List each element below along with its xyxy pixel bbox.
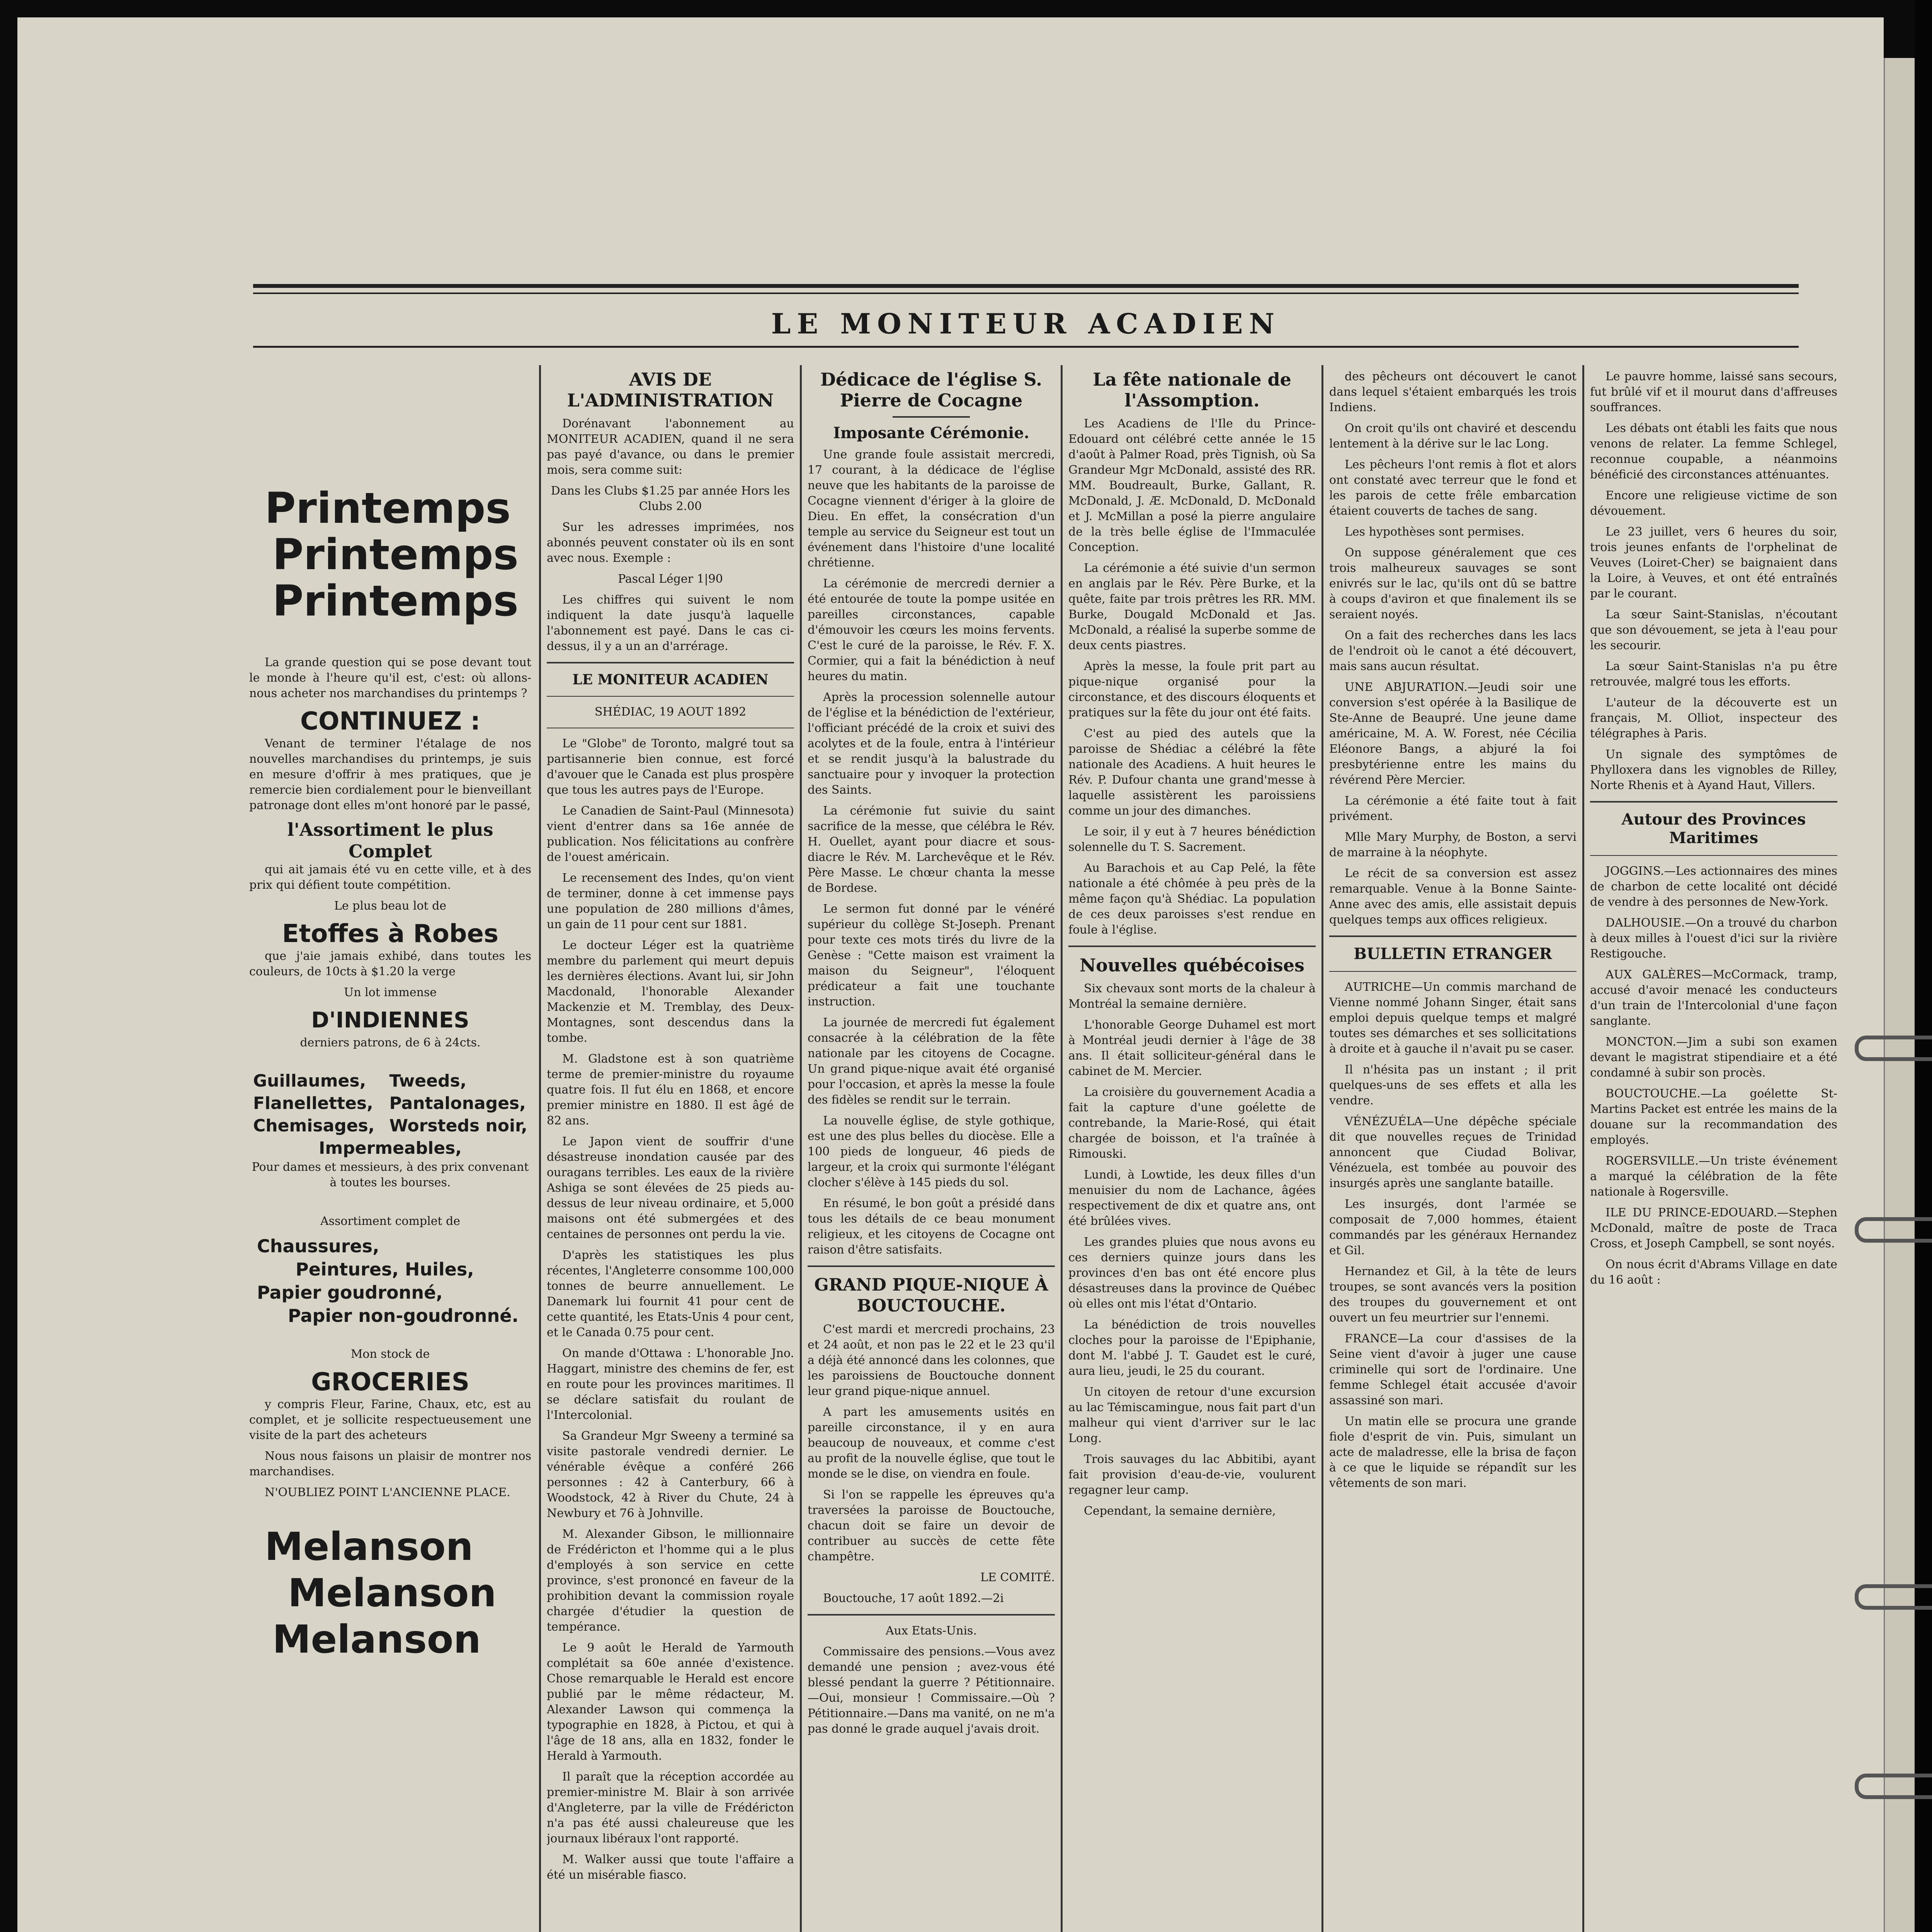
- avis-rates: Dans les Clubs $1.25 par année Hors les Clubs 2.00: [551, 484, 790, 513]
- dedicace-subtitle: Imposante Cérémonie.: [833, 424, 1029, 442]
- picnic-p3: Si l'on se rappelle les épreuves qu'a traversées la paroisse de Bouctouche, chacun doit se faire un devoir de contribuer au succès de cette fête champêtre.: [808, 1488, 1055, 1563]
- rule: [1068, 946, 1316, 947]
- editorial-p9: Sa Grandeur Mgr Sweeny a terminé sa visite pastorale vendredi dernier. Le vénérable évêque a conféré 266 personnes : 42 à Canterbury, 66 à Woodstock, 42 à River du Chute, 24 à Newbury et 76 à Johnville.: [547, 1429, 794, 1520]
- dateline: SHÉDIAC, 19 AOUT 1892: [594, 705, 747, 719]
- apm-p1: JOGGINS.—Les actionnaires des mines de charbon de cette localité ont décidé de vendre à des personnes de New-York.: [1590, 864, 1837, 909]
- ad-groceries-note: y compris Fleur, Farine, Chaux, etc, est au complet, et je sollicite respectueusement une visite de la part des acheteurs: [249, 1398, 531, 1442]
- column-provinces: [1590, 369, 1837, 1932]
- bulletin-title: BULLETIN ETRANGER: [1354, 945, 1552, 963]
- masthead: [253, 284, 1799, 352]
- aux-title: Aux Etats-Unis.: [885, 1624, 977, 1638]
- editorial-p7: D'après les statistiques les plus récentes, l'Angleterre consomme 100,000 tonnes de beurre annuellement. Le Danemark lui fournit 41 pour cent de cette quantité, les Etats-Unis 4 pour cent, et le Canada 0.75 pour cent.: [547, 1248, 794, 1339]
- apm-p3: AUX GALÈRES—McCormack, tramp, accusé d'avoir menacé les conducteurs d'un train de l'Intercolonial d'une façon sanglante.: [1590, 968, 1837, 1028]
- picnic-place-date: Bouctouche, 17 août 1892.—2i: [823, 1592, 1004, 1605]
- printemps-2: Printemps: [272, 530, 519, 579]
- rule: [547, 662, 794, 663]
- picnic-signed: LE COMITÉ.: [980, 1571, 1055, 1584]
- ad-assortment-note: qui ait jamais été vu en cette ville, et à des prix qui défient toute compétition.: [249, 863, 531, 892]
- dedicace-p6: La journée de mercredi fut également consacrée à la célébration de la fête nationale par les citoyens de Cocagne. Un grand pique-nique avait été organisé pour l'occasion, et après la messe la foule des fidèles se rendit sur le terrain.: [808, 1016, 1055, 1107]
- column-rule-2: [800, 365, 802, 1932]
- apm-p6: ROGERSVILLE.—Un triste événement a marqué la célébration de la fête nationale à Rogersville.: [1590, 1154, 1837, 1199]
- c5-p2: On croit qu'ils ont chaviré et descendu lentement à la dérive sur le lac Long.: [1329, 422, 1577, 451]
- be-p5: Hernandez et Gil, à la tête de leurs troupes, se sont avancés vers la position des troupes du gouvernement et ont ouvert un feu meurtrier sur l'ennemi.: [1329, 1265, 1577, 1325]
- ad-continuez: CONTINUEZ :: [300, 707, 480, 736]
- aux-p: Commissaire des pensions.—Vous avez demandé une pension ; avez-vous été blessé pendant la guerre ? Pétitionnaire.—Oui, monsieur ! Commissaire.—Où ? Pétitionnaire.—Dans ma vanité, on ne m'a pas donné le grade auquel j'avais droit.: [808, 1645, 1055, 1736]
- editorial-p8: On mande d'Ottawa : L'honorable Jno. Haggart, ministre des chemins de fer, est en route pour les provinces maritimes. Il se déclare satisfait du roulant de l'Intercolonial.: [547, 1347, 794, 1422]
- c6-p7: L'auteur de la découverte est un français, M. Olliot, inspecteur des télégraphes à Paris.: [1590, 696, 1837, 740]
- column-bulletin: [1329, 369, 1577, 1932]
- ad-stock: Mon stock de: [350, 1347, 430, 1361]
- ad-products: [257, 1235, 531, 1327]
- be-p2: Il n'hésita pas un instant ; il prit quelques-uns de ses effets et alla les vendre.: [1329, 1063, 1577, 1107]
- c6-p1: Le pauvre homme, laissé sans secours, fut brûlé vif et il mourut dans d'affreuses souffrances.: [1590, 370, 1837, 414]
- ad-lot-intro: Le plus beau lot de: [334, 899, 447, 913]
- c5-p3: Les pêcheurs l'ont remis à flot et alors ont constaté avec terreur que le fond et les parois de cette frêle embarcation étaient couverts de taches de sang.: [1329, 458, 1577, 518]
- ad-assortment2: Assortiment complet de: [320, 1214, 461, 1228]
- editorial-p2: Le Canadien de Saint-Paul (Minnesota) vient d'entrer dans sa 16e année de publication. Nos félicitations au confrère de l'ouest américain.: [547, 804, 794, 864]
- goods-left-3: Chemisages,: [253, 1116, 375, 1136]
- apm-p2: DALHOUSIE.—On a trouvé du charbon à deux milles à l'ouest d'ici sur la rivière Restigouche.: [1590, 916, 1837, 961]
- dedicace-title: Dédicace de l'église S. Pierre de Cocagne: [820, 369, 1043, 411]
- masthead-top-rule-thin: [253, 293, 1799, 294]
- c6-p5: La sœur Saint-Stanislas, n'écoutant que son dévouement, se jeta à l'eau pour les secourir.: [1590, 608, 1837, 652]
- ad-assortment: l'Assortiment le plus Complet: [287, 819, 493, 862]
- rule: [893, 416, 970, 418]
- picnic-title: GRAND PIQUE-NIQUE À BOUCTOUCHE.: [814, 1275, 1048, 1316]
- ad-intro: Venant de terminer l'étalage de nos nouvelles marchandises du printemps, je suis en mesure d'offrir à mes pratiques, que je remercie bien cordialement pour le bienveillant patronage dont elles m'ont honoré par le passé,: [249, 737, 531, 812]
- rule: [1590, 801, 1837, 803]
- avis-title: AVIS DE L'ADMINISTRATION: [567, 369, 774, 411]
- c5-p6: On a fait des recherches dans les lacs de l'endroit où le canot a été découvert, mais sans aucun résultat.: [1329, 629, 1577, 673]
- c6-p6: La sœur Saint-Stanislas n'a pu être retrouvée, malgré tous les efforts.: [1590, 660, 1837, 689]
- editorial-p3: Le recensement des Indes, qu'on vient de terminer, donne à cet immense pays une population de 280 millions d'âmes, un gain de 11 pour cent sur 1881.: [547, 871, 794, 931]
- dedicace-p4: La cérémonie fut suivie du saint sacrifice de la messe, que célébra le Rév. H. Ouellet, ayant pour diacre et sous-diacre le Rév. M. Larchevêque et le Rév. Père Masse. Le chœur chanta la messe de Bordese.: [808, 804, 1055, 895]
- binder-ring-3: [1855, 1584, 1932, 1610]
- nq-p5: Les grandes pluies que nous avons eu ces derniers quinze jours dans les provinces d'en bas ont été encore plus désastreuses dans la province de Québec où elles ont mis l'état d'Ontario.: [1068, 1235, 1316, 1311]
- column-rule-5: [1582, 365, 1584, 1932]
- ad-lot2: Un lot immense: [344, 986, 437, 999]
- editorial-p11: Le 9 août le Herald de Yarmouth complétait sa 60e année d'existence. Chose remarquable le Herald est encore publié par le même rédacteur, M. Alexander Lawson qui commença la typographie en 1828, à Pictou, et qui à l'âge de 18 ans, alla en 1832, fonder le Herald à Yarmouth.: [547, 1641, 794, 1763]
- ad-show: Nous nous faisons un plaisir de montrer nos marchandises.: [249, 1449, 531, 1478]
- column-rule-4: [1321, 365, 1323, 1932]
- masthead-bottom-rule: [253, 346, 1799, 348]
- rule: [1329, 935, 1577, 937]
- fete-p5: Le soir, il y eut à 7 heures bénédiction solennelle du T. S. Sacrement.: [1068, 825, 1316, 854]
- be-p1: AUTRICHE—Un commis marchand de Vienne nommé Johann Singer, était sans emploi depuis quelque temps et malgré toutes ses démarches et ses sollicitations à droite et à gauche il n'avait pu se caser.: [1329, 980, 1577, 1056]
- editorial-p4: Le docteur Léger est la quatrième membre du parlement qui meurt depuis les dernières élections. Avant lui, sir John Macdonald, l'honorable Alexander Mackenzie et M. Tremblay, des Deux-Montagnes, sont descendus dans la tombe.: [547, 939, 794, 1045]
- apm-p4: MONCTON.—Jim a subi son examen devant le magistrat stipendiaire et a été condamné à subir son procès.: [1590, 1035, 1837, 1080]
- melanson-3: Melanson: [272, 1617, 481, 1662]
- column-dedicace: [808, 369, 1055, 1932]
- editorial-p10: M. Alexander Gibson, le millionnaire de Frédéricton et l'homme qui a le plus d'employés à son service en cette province, s'est prononcé en faveur de la prohibition devant la commission royale chargée d'étudier la question de tempérance.: [547, 1527, 794, 1634]
- printemps-1: Printemps: [265, 485, 511, 533]
- goods-left-2: Flanellettes,: [253, 1094, 373, 1113]
- dedicace-p8: En résumé, le bon goût a présidé dans tous les détails de ce beau monument religieux, et les citoyens de Cocagne ont raison d'être satisfaits.: [808, 1197, 1055, 1257]
- avis-p1: Dorénavant l'abonnement au MONITEUR ACADIEN, quand il ne sera pas payé d'avance, ou dans le premier mois, sera comme suit:: [547, 417, 794, 477]
- product-3: Papier goudronné,: [257, 1282, 443, 1303]
- product-2: Peintures, Huiles,: [296, 1259, 474, 1280]
- melanson-1: Melanson: [265, 1524, 473, 1569]
- nq-p2: L'honorable George Duhamel est mort à Montréal jeudi dernier à l'âge de 38 ans. Il était solliciteur-général dans le cabinet de M. Mercier.: [1068, 1018, 1316, 1078]
- goods-impermeables: Impermeables,: [319, 1138, 462, 1158]
- nq-title: Nouvelles québécoises: [1080, 955, 1304, 976]
- ad-nubliez: N'OUBLIEZ POINT L'ANCIENNE PLACE.: [265, 1486, 510, 1499]
- product-1: Chaussures,: [257, 1236, 379, 1257]
- melanson-2: Melanson: [288, 1570, 497, 1616]
- product-4: Papier non-goudronné.: [288, 1305, 519, 1326]
- c6-p4: Le 23 juillet, vers 6 heures du soir, trois jeunes enfants de l'orphelinat de Veuves (Loiret-Cher) se baignaient dans la Loire, à Veuves, et ont été entraînés par le courant.: [1590, 525, 1837, 600]
- nq-p9: Cependant, la semaine dernière,: [1084, 1504, 1276, 1518]
- rule: [1329, 971, 1577, 972]
- fete-p3: Après la messe, la foule prit part au pique-nique organisé pour la circonstance, et des discours éloquents et pratiques sur la fête du jour ont été faits.: [1068, 660, 1316, 719]
- ad-etoffes: Etoffes à Robes: [282, 920, 498, 948]
- page-edge: [1884, 58, 1916, 1932]
- be-p3: VÉNÉZUÉLA—Une dépêche spéciale dit que nouvelles reçues de Trinidad annoncent que Ciudad Bolivar, Vénézuela, est tombée au pouvoir des insurgés après une sanglante bataille.: [1329, 1115, 1577, 1190]
- nq-p8: Trois sauvages du lac Abbitibi, ayant fait provision d'eau-de-vie, voulurent regagner leur camp.: [1068, 1452, 1316, 1497]
- dedicace-p7: La nouvelle église, de style gothique, est une des plus belles du diocèse. Elle a 100 pieds de longueur, 46 pieds de largeur, et la croix qui surmonte l'élégant clocher s'élève à 145 pieds du sol.: [808, 1114, 1055, 1189]
- picnic-p2: A part les amusements usités en pareille circonstance, il y en aura beaucoup de nouveaux, et comme c'est au profit de la nouvelle église, que tout le monde se le dise, on viendra en foule.: [808, 1405, 1055, 1481]
- dedicace-p1: Une grande foule assistait mercredi, 17 courant, à la dédicace de l'église neuve que les habitants de la paroisse de Cocagne viennent d'ériger à la gloire de Dieu. En effet, la consécration d'un temple au service du Seigneur est tout un événement dans l'histoire d'une localité chrétienne.: [808, 448, 1055, 570]
- nq-p7: Un citoyen de retour d'une excursion au lac Témiscamingue, nous fait part d'un malheur qui vient d'arriver sur le lac Long.: [1068, 1385, 1316, 1445]
- ad-goods-note: Pour dames et messieurs, à des prix convenant à toutes les bourses.: [252, 1160, 529, 1189]
- c5-p1: des pêcheurs ont découvert le canot dans lequel s'étaient embarqués les trois Indiens.: [1329, 370, 1577, 414]
- rule: [1590, 855, 1837, 856]
- c5-p5: On suppose généralement que ces trois malheureux sauvages se sont enivrés sur le lac, qu'ils ont dû se battre à coups d'aviron et que finalement ils se seraient noyés.: [1329, 546, 1577, 621]
- fete-p2: La cérémonie a été suivie d'un sermon en anglais par le Rév. Père Burke, et la quête, faite par trois prêtres les RR. MM. Burke, Dougald McDonald et Jas. McDonald, a réalisé la superbe somme de deux cents piastres.: [1068, 561, 1316, 652]
- column-editorial: [547, 369, 794, 1932]
- fete-p1: Les Acadiens de l'Ile du Prince-Edouard ont célébré cette année le 15 d'août à Palmer Road, près Tignish, où Sa Grandeur Mgr McDonald, assisté des RR. MM. Boudreault, Burke, Gallant, R. McDonald, J. Æ. McDonald, D. McDonald et J. McMillan a posé la pierre angulaire de la très belle église de l'Immaculée Conception.: [1068, 417, 1316, 554]
- picnic-p1: C'est mardi et mercredi prochains, 23 et 24 août, et non pas le 22 et le 23 qu'il a déjà été annoncé dans les colonnes, que les paroissiens de Bouctouche donnent leur grand pique-nique annuel.: [808, 1323, 1055, 1398]
- c6-p3: Encore une religieuse victime de son dévouement.: [1590, 489, 1837, 518]
- goods-right-1: Tweeds,: [389, 1071, 467, 1091]
- editorial-p12: Il paraît que la réception accordée au premier-ministre M. Blair à son arrivée d'Angleterre, par la ville de Frédéricton n'a pas été aussi chaleureuse que les journaux libéraux l'ont rapporté.: [547, 1770, 794, 1845]
- ad-question: La grande question qui se pose devant tout le monde à l'heure qu'il est, c'est: où allons-nous acheter nos marchandises du printemps ?: [249, 656, 531, 700]
- goods-right-2: Pantalonages,: [389, 1094, 526, 1113]
- column-rule-3: [1061, 365, 1063, 1932]
- nq-p1: Six chevaux sont morts de la chaleur à Montréal la semaine dernière.: [1068, 982, 1316, 1011]
- dedicace-p2: La cérémonie de mercredi dernier a été entourée de toute la pompe usitée en pareilles circonstances, capable d'émouvoir les cœurs les moins fervents. C'est le curé de la paroisse, le Rév. F. X. Cormier, qui a fait la bénédiction à neuf heures du matin.: [808, 577, 1055, 683]
- newspaper-page: [17, 17, 1884, 1932]
- ad-groceries: GROCERIES: [311, 1368, 469, 1396]
- avis-p2: Sur les adresses imprimées, nos abonnés peuvent constater où ils en sont avec nous. Exemple :: [547, 520, 794, 565]
- binder-ring-4: [1855, 1774, 1932, 1799]
- editorial-p13: M. Walker aussi que toute l'affaire a été un misérable fiasco.: [547, 1853, 794, 1882]
- masthead-top-rule: [253, 284, 1799, 288]
- c5-p4: Les hypothèses sont permises.: [1345, 525, 1525, 539]
- nq-p3: La croisière du gouvernement Acadia a fait la capture d'une goélette de contrebande, la Marie-Rosé, qui était chargée de boisson, et l'a traînée à Rimouski.: [1068, 1085, 1316, 1161]
- rule: [547, 696, 794, 697]
- binder-ring-1: [1855, 1036, 1932, 1061]
- ad-indiennes: D'INDIENNES: [311, 1008, 469, 1033]
- ad-etoffes-note: que j'aie jamais exhibé, dans toutes les couleurs, de 10cts à $1.20 la verge: [249, 949, 531, 978]
- avis-p3: Les chiffres qui suivent le nom indiquent la date jusqu'à laquelle l'abonnement est payé. Dans le cas ci-dessus, il y a un an d'arrérage.: [547, 593, 794, 653]
- c5-p9: Le récit de sa conversion est assez remarquable. Venue à la Bonne Sainte-Anne avec des amis, elle assistait depuis quelques temps aux offices religieux.: [1329, 867, 1577, 927]
- dedicace-p5: Le sermon fut donné par le vénéré supérieur du collège St-Joseph. Prenant pour texte ces mots tirés du livre de la Genèse : "Cette maison est vraiment la maison du Seigneur", l'éloquent prédicateur a fait une touchante instruction.: [808, 902, 1055, 1009]
- binding-gutter: [1915, 0, 1932, 1932]
- printemps-3: Printemps: [272, 576, 519, 626]
- goods-left-1: Guillaumes,: [253, 1071, 366, 1091]
- c5-abjuration: UNE ABJURATION.—Jeudi soir une conversion s'est opérée à la Basilique de Ste-Anne de Beaupré. Une jeune dame américaine, M. A. W. Forest, née Cécilia Eléonore Bangs, a abjuré la foi presbytérienne entre les mains du révérend Père Mercier.: [1329, 680, 1577, 787]
- avis-example: Pascal Léger 1|90: [618, 572, 723, 586]
- paper-title: LE MONITEUR ACADIEN: [572, 672, 769, 688]
- goods-right-3: Worsteds noir,: [389, 1116, 527, 1136]
- masthead-title: LE MONITEUR ACADIEN: [771, 307, 1281, 340]
- fete-title: La fête nationale de l'Assomption.: [1093, 369, 1291, 411]
- binder-ring-2: [1855, 1217, 1932, 1243]
- c6-p2: Les débats ont établi les faits que nous venons de relater. La femme Schlegel, reconnue coupable, a néanmoins bénéficié des circonstances atténuantes.: [1590, 422, 1837, 481]
- column-fete-nationale: [1068, 369, 1316, 1932]
- dedicace-p3: Après la procession solennelle autour de l'église et la bénédiction de l'extérieur, l'officiant précédé de la croix et suivi des acolytes et de la foule, entra à l'intérieur et se rendit jusqu'à la balustrade du sanctuaire pour y invoquer la protection des Saints.: [808, 690, 1055, 797]
- fete-p4: C'est au pied des autels que la paroisse de Shédiac a célébré la fête nationale des Acadiens. A huit heures le Rév. P. Dufour chanta une grand'messe à laquelle assistèrent les paroissiens comme un jour des dimanches.: [1068, 727, 1316, 818]
- ad-goods-list: [253, 1070, 527, 1137]
- be-p4: Les insurgés, dont l'armée se composait de 7,000 hommes, étaient commandés par les généraux Hernandez et Gil.: [1329, 1197, 1577, 1257]
- ad-indiennes-note: derniers patrons, de 6 à 24cts.: [300, 1036, 481, 1049]
- c5-p8: Mlle Mary Murphy, de Boston, a servi de marraine à la néophyte.: [1329, 830, 1577, 859]
- editorial-p1: Le "Globe" de Toronto, malgré tout sa partisannerie bien connue, est forcé d'avouer que le Canada est plus prospère que tous les autres pays de l'Europe.: [547, 737, 794, 797]
- c6-p8: Un signale des symptômes de Phylloxera dans les vignobles de Rilley, Norte Rhenis et à Ayand Haut, Villers.: [1590, 748, 1837, 792]
- nq-p6: La bénédiction de trois nouvelles cloches pour la paroisse de l'Epiphanie, dont M. l'abbé J. T. Gaudet est le curé, aura lieu, jeudi, le 25 du courant.: [1068, 1318, 1316, 1378]
- nq-p4: Lundi, à Lowtide, les deux filles d'un menuisier du nom de Lachance, âgées respectivement de dix et quatre ans, ont été brûlées vives.: [1068, 1168, 1316, 1228]
- fete-p6: Au Barachois et au Cap Pelé, la fête nationale a été chômée à peu près de la même façon qu'à Shédiac. La population de ces deux paroisses s'est rendue en foule à l'église.: [1068, 861, 1316, 937]
- rule: [808, 1265, 1055, 1267]
- apm-title: Autour des Provinces Maritimes: [1621, 810, 1806, 847]
- apm-p8: On nous écrit d'Abrams Village en date du 16 août :: [1590, 1258, 1837, 1287]
- apm-p7: ILE DU PRINCE-EDOUARD.—Stephen McDonald, maître de poste de Traca Cross, et Joseph Campbell, se sont noyés.: [1590, 1206, 1837, 1250]
- column-rule-1: [539, 365, 541, 1932]
- c5-p7: La cérémonie a été faite tout à fait privément.: [1329, 794, 1577, 823]
- editorial-p6: Le Japon vient de souffrir d'une désastreuse inondation causée par des ouragans terribles. Les eaux de la rivière Ashiga se sont élevées de 25 pieds au-dessus de leur niveau ordinaire, et 5,000 maisons ont été submergées et des centaines de personnes ont perdu la vie.: [547, 1135, 794, 1241]
- apm-p5: BOUCTOUCHE.—La goélette St-Martins Packet est entrée les mains de la douane sur la recommandation des employés.: [1590, 1087, 1837, 1147]
- column-advertisement: [249, 485, 531, 1932]
- be-p7: Un matin elle se procura une grande fiole d'esprit de vin. Puis, simulant un acte de maladresse, elle la brisa de façon à ce que le liquide se répandît sur les vêtements de son mari.: [1329, 1415, 1577, 1490]
- rule: [808, 1614, 1055, 1616]
- editorial-p5: M. Gladstone est à son quatrième terme de premier-ministre du royaume quatre fois. Il fut élu en 1868, et encore premier ministre en 1880. Il est âgé de 82 ans.: [547, 1052, 794, 1128]
- be-p6: FRANCE—La cour d'assises de la Seine vient d'avoir à juger une cause criminelle qui sort de l'ordinaire. Une femme Schlegel était accusée d'avoir assassiné son mari.: [1329, 1332, 1577, 1407]
